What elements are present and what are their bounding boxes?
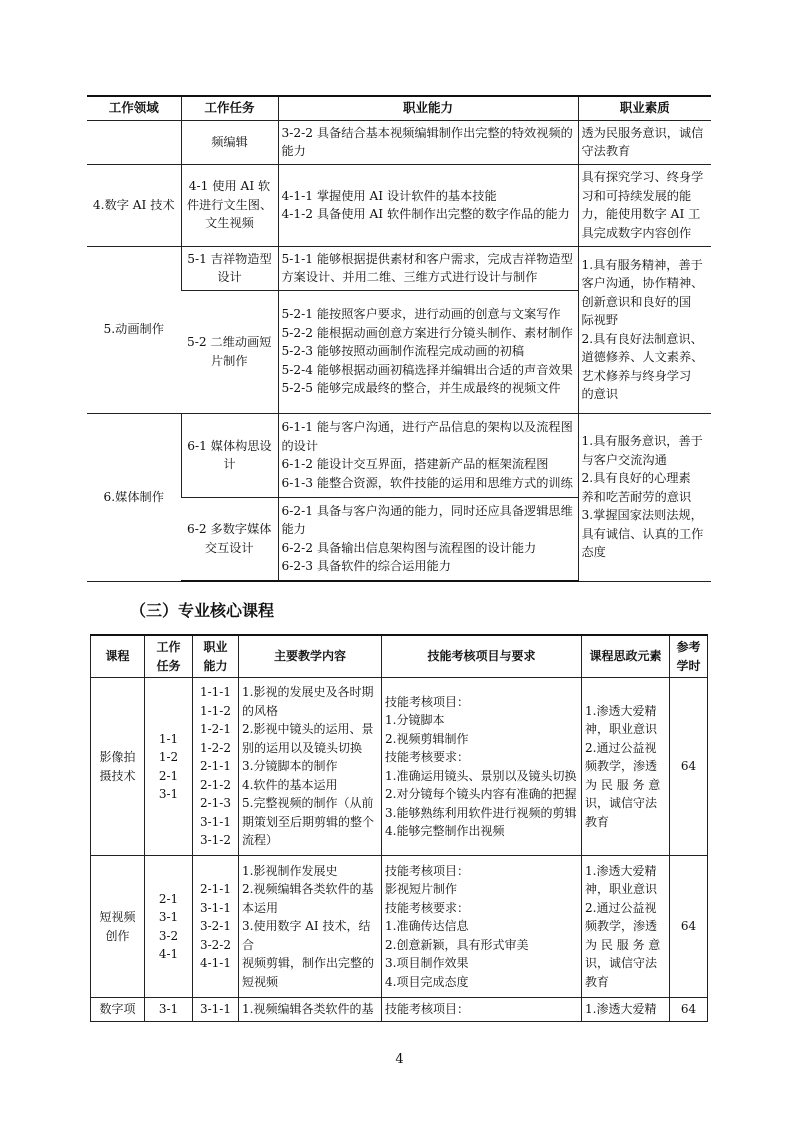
table-row	[91, 998, 708, 1022]
course-cell: 影像拍 摄技术	[91, 678, 145, 856]
header-content: 主要教学内容	[239, 635, 382, 678]
table-row	[87, 164, 711, 246]
work-ability-table	[87, 95, 711, 582]
ideology-cell: 1.渗透大爱精 神，职业意识 2.通过公益视 频教学，渗透 为 民 服 务 意 识，诚信守法 教育	[582, 856, 670, 998]
course-cell: 短视频 创作	[91, 856, 145, 998]
header-quality: 职业素质	[578, 96, 711, 120]
quality-cell: 1.具有服务精神，善于 客户沟通，协作精神、 创新意识和良好的国 际视野 2.具有良好法制意识、 道德修养、人文素养、 艺术修养与终身学习 的意识	[578, 246, 711, 413]
domain-cell: 5.动画制作	[87, 246, 181, 413]
table-row	[91, 856, 708, 998]
task-cell: 5-2 二维动画短 片制作	[181, 290, 278, 413]
section-title: （三）专业核心课程	[130, 601, 275, 620]
skills-cell: 技能考核项目： 1.分镜脚本 2.视频剪辑制作 技能考核要求： 1.准确运用镜头、景别以及镜头切换 2.对分镜每个镜头内容有准确的把握 3.能够熟练利用软件进行视频的剪辑 4.能够完整制作出视频	[382, 678, 582, 856]
ability-cell: 1-1-1 1-1-2 1-2-1 1-2-2 2-1-1 2-1-2 2-1-3 3-1-1 3-1-2	[193, 678, 239, 856]
quality-cell: 具有探究学习、终身学 习和可持续发展的能 力，能使用数字 AI 工 具完成数字内容创作	[578, 164, 711, 246]
skills-cell: 技能考核项目：	[382, 998, 582, 1022]
task-cell: 5-1 吉祥物造型 设计	[181, 246, 278, 290]
content-cell: 1.影视的发展史及各时期 的风格 2.影视中镜头的运用、景 别的运用以及镜头切换 3.分镜脚本的制作 4.软件的基本运用 5.完整视频的制作（从前 期策划至后期剪辑的整个 流程）	[239, 678, 382, 856]
ability-cell: 4-1-1 掌握使用 AI 设计软件的基本技能 4-1-2 具备使用 AI 软件制作出完整的数字作品的能力	[278, 164, 578, 246]
table-header-row	[91, 635, 708, 678]
ability-cell: 3-2-2 具备结合基本视频编辑制作出完整的特效视频的 能力	[278, 120, 578, 164]
header-hours: 参考 学时	[670, 635, 708, 678]
header-work-domain: 工作领域	[87, 96, 181, 120]
course-cell: 数字项	[91, 998, 145, 1022]
task-cell: 4-1 使用 AI 软 件进行文生图、 文生视频	[181, 164, 278, 246]
task-cell: 6-2 多数字媒体 交互设计	[181, 497, 278, 581]
task-cell: 1-1 1-2 2-1 3-1	[145, 678, 193, 856]
header-skills: 技能考核项目与要求	[382, 635, 582, 678]
ability-cell: 5-2-1 能按照客户要求，进行动画的创意与文案写作 5-2-2 能根据动画创意方案进行分镜头制作、素材制作 5-2-3 能够按照动画制作流程完成动画的初稿 5-2-4 能够根据动画初稿选择并编辑出合适的声音效果 5-2-5 能够完成最终的整合，并生成最终的视频文件	[278, 290, 578, 413]
hours-cell: 64	[670, 998, 708, 1022]
ability-cell: 6-2-1 具备与客户沟通的能力，同时还应具备逻辑思维 能力 6-2-2 具备输出信息架构图与流程图的设计能力 6-2-3 具备软件的综合运用能力	[278, 497, 578, 581]
domain-cell	[87, 120, 181, 164]
table-header-row	[87, 96, 711, 120]
table-row	[91, 678, 708, 856]
ability-cell: 6-1-1 能与客户沟通，进行产品信息的架构以及流程图 的设计 6-1-2 能设计交互界面，搭建新产品的框架流程图 6-1-3 能整合资源，软件技能的运用和思维方式的训练	[278, 413, 578, 497]
ideology-cell: 1.渗透大爱精 神，职业意识 2.通过公益视 频教学，渗透 为 民 服 务 意 识，诚信守法 教育	[582, 678, 670, 856]
ability-cell: 5-1-1 能够根据提供素材和客户需求，完成吉祥物造型 方案设计、并用二维、三维方式进行设计与制作	[278, 246, 578, 290]
task-cell: 3-1	[145, 998, 193, 1022]
quality-cell: 1.具有服务意识，善于 与客户交流沟通 2.具有良好的心理素 养和吃苦耐劳的意识 3.掌握国家法则法规， 具有诚信、认真的工作 态度	[578, 413, 711, 581]
page-number: 4	[395, 1052, 404, 1067]
task-cell: 频编辑	[181, 120, 278, 164]
header-ability: 职业能力	[278, 96, 578, 120]
table-row	[87, 120, 711, 164]
hours-cell: 64	[670, 856, 708, 998]
quality-cell: 透为民服务意识，诚信 守法教育	[578, 120, 711, 164]
domain-cell: 6.媒体制作	[87, 413, 181, 581]
task-cell: 6-1 媒体构思设 计	[181, 413, 278, 497]
header-ability: 职业 能力	[193, 635, 239, 678]
content-cell: 1.视频编辑各类软件的基	[239, 998, 382, 1022]
skills-cell: 技能考核项目： 影视短片制作 技能考核要求： 1.准确传达信息 2.创意新颖，具有形式审美 3.项目制作效果 4.项目完成态度	[382, 856, 582, 998]
task-cell: 2-1 3-1 3-2 4-1	[145, 856, 193, 998]
hours-cell: 64	[670, 678, 708, 856]
header-work-task: 工作任务	[181, 96, 278, 120]
header-task: 工作 任务	[145, 635, 193, 678]
content-cell: 1.影视制作发展史 2.视频编辑各类软件的基 本运用 3.使用数字 AI 技术，结合 视频剪辑，制作出完整的 短视频	[239, 856, 382, 998]
core-courses-table	[90, 634, 708, 1022]
ideology-cell: 1.渗透大爱精	[582, 998, 670, 1022]
ability-cell: 2-1-1 3-1-1 3-2-1 3-2-2 4-1-1	[193, 856, 239, 998]
header-course: 课程	[91, 635, 145, 678]
header-ideology: 课程思政元素	[582, 635, 670, 678]
table-row	[87, 246, 711, 290]
ability-cell: 3-1-1	[193, 998, 239, 1022]
table-row	[87, 413, 711, 497]
domain-cell: 4.数字 AI 技术	[87, 164, 181, 246]
